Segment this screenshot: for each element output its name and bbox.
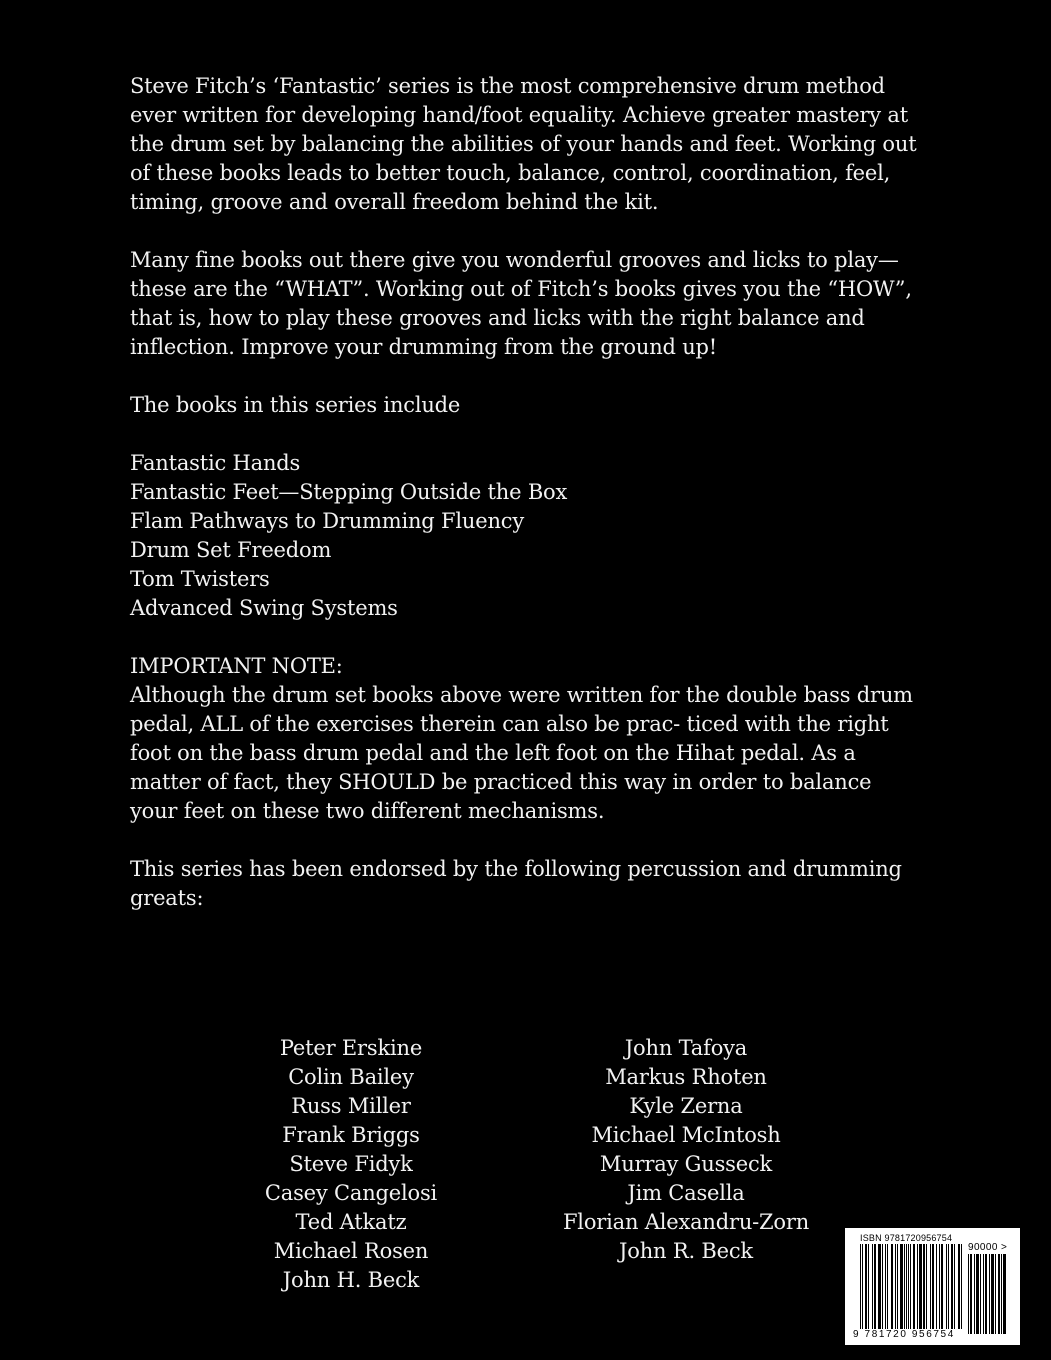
what-how-paragraph: Many fine books out there give you wonderful grooves and licks to play—these are the “WHAT”. Working out of Fitch’s books gives you the “HOW”, that is, how to play these grooves and licks with the right balance and inflection. Improve your drumming from the ground up! xyxy=(130,248,912,359)
endorser-name: Colin Bailey xyxy=(288,1065,414,1089)
endorser-name: Florian Alexandru-Zorn xyxy=(562,1210,810,1234)
endorser-name: John R. Beck xyxy=(619,1239,753,1263)
endorser-name: Murray Gusseck xyxy=(599,1152,773,1176)
endorsement-intro: This series has been endorsed by the following percussion and drumming greats: xyxy=(130,857,902,910)
book-item: Drum Set Freedom xyxy=(130,538,332,562)
endorser-name: Frank Briggs xyxy=(282,1123,420,1147)
isbn-label: ISBN 9781720956754 xyxy=(860,1233,953,1243)
endorser-column-right xyxy=(546,1034,826,1266)
barcode-digits: 9 781720 956754 xyxy=(853,1329,955,1340)
endorser-name: Ted Atkatz xyxy=(295,1210,407,1234)
endorser-name: Peter Erskine xyxy=(279,1036,423,1060)
endorser-column-left xyxy=(231,1034,471,1295)
endorser-name: Michael Rosen xyxy=(273,1239,429,1263)
endorser-name: Michael McIntosh xyxy=(591,1123,781,1147)
note-text: Although the drum set books above were written for the double bass drum pedal, ALL of the exercises therein can also be prac- ticed with the right foot on the bass drum pedal and the left foot on the Hihat pedal. As a matter of fact, they SHOULD be practiced this way in order to balance your feet on these two different mechanisms. xyxy=(130,683,913,823)
book-item: Fantastic Hands xyxy=(130,451,301,475)
endorser-name: John Tafoya xyxy=(624,1036,748,1060)
intro-paragraph: Steve Fitch’s ‘Fantastic’ series is the most comprehensive drum method ever written for developing hand/foot equality. Achieve greater mastery at the drum set by balancing the abilities of your hands and feet. Working out of these books leads to better touch, balance, control, coordination, feel, timing, groove and overall freedom behind the kit. xyxy=(130,74,917,214)
isbn-barcode xyxy=(845,1228,1020,1345)
price-code: 90000 > xyxy=(968,1242,1008,1253)
note-heading: IMPORTANT NOTE: xyxy=(130,654,343,678)
book-item: Advanced Swing Systems xyxy=(130,596,398,620)
endorser-name: Kyle Zerna xyxy=(629,1094,743,1118)
barcode-bars xyxy=(860,1244,963,1329)
endorser-name: Jim Casella xyxy=(627,1181,745,1205)
book-item: Flam Pathways to Drumming Fluency xyxy=(130,509,525,533)
book-item: Fantastic Feet—Stepping Outside the Box xyxy=(130,480,568,504)
barcode-addon-bars xyxy=(968,1254,1010,1334)
endorser-name: John H. Beck xyxy=(282,1268,420,1292)
endorser-name: Casey Cangelosi xyxy=(264,1181,438,1205)
endorser-name: Russ Miller xyxy=(291,1094,411,1118)
endorser-name: Steve Fidyk xyxy=(289,1152,413,1176)
endorser-name: Markus Rhoten xyxy=(605,1065,767,1089)
book-list xyxy=(130,449,920,623)
book-item: Tom Twisters xyxy=(130,567,270,591)
books-intro: The books in this series include xyxy=(130,393,461,417)
back-cover-text xyxy=(130,72,920,942)
